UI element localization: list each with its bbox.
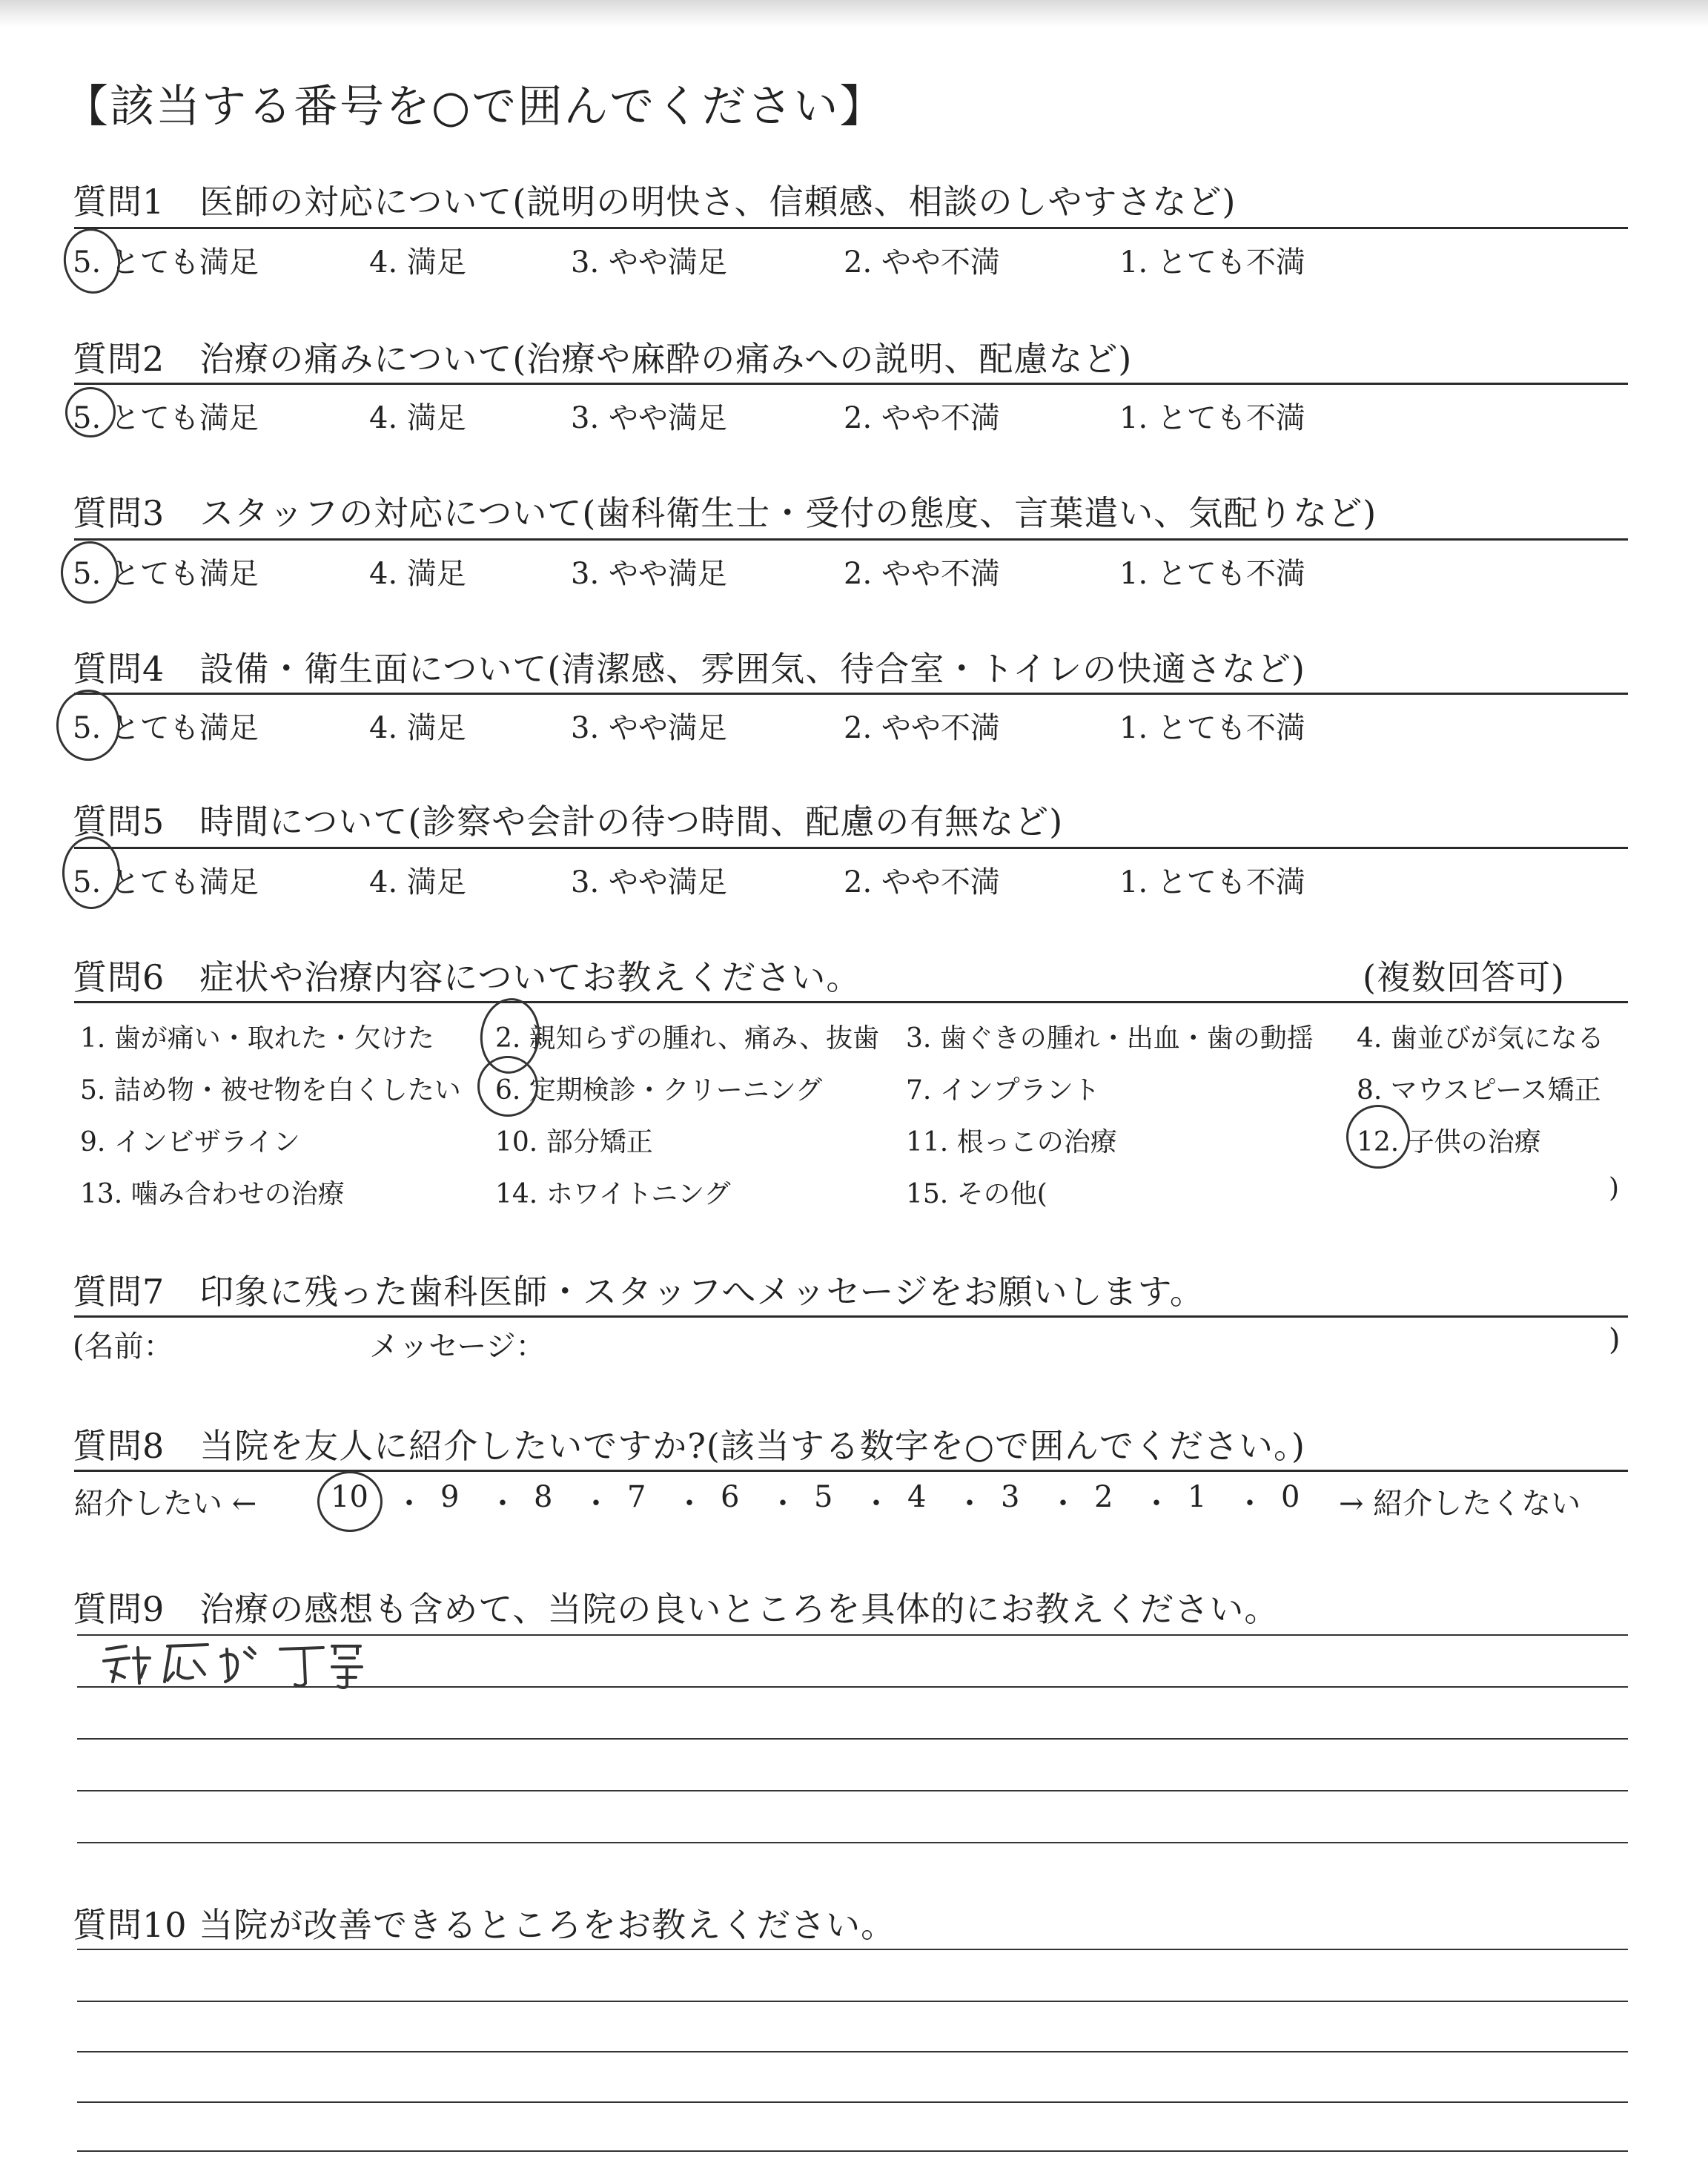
q2-option-5[interactable]: 5. とても満足 (73, 401, 259, 435)
form-instruction-header: 【該当する番号を○で囲んでください】 (64, 81, 886, 133)
q6-item-2[interactable]: 2. 親知らずの腫れ、痛み、抜歯 (495, 1023, 880, 1054)
q9-line-2 (77, 1686, 1628, 1688)
q8-score-0[interactable]: 0 (1281, 1480, 1300, 1514)
q6-item-6[interactable]: 6. 定期検診・クリーニング (495, 1075, 823, 1106)
q6-item-5[interactable]: 5. 詰め物・被せ物を白くしたい (80, 1075, 461, 1106)
q4-title: 質問4 設備・衛生面について(清潔感、雰囲気、待合室・トイレの快適さなど) (73, 649, 1305, 689)
q8-title: 質問8 当院を友人に紹介したいですか?(該当する数字を○で囲んでください。) (73, 1426, 1305, 1466)
q9-line-5 (77, 1842, 1628, 1843)
q10-title: 質問10 当院が改善できるところをお教えください。 (73, 1905, 896, 1945)
q3-option-1[interactable]: 1. とても不満 (1119, 557, 1305, 591)
q3-option-2[interactable]: 2. やや不満 (844, 557, 1000, 591)
q6-title: 質問6 症状や治療内容についてお教えください。 (73, 957, 861, 997)
q6-other-close-paren: ) (1609, 1173, 1620, 1203)
q8-score-8[interactable]: 8 (534, 1480, 553, 1514)
q1-option-3[interactable]: 3. やや満足 (571, 245, 727, 280)
q5-option-4[interactable]: 4. 満足 (369, 865, 466, 899)
q2-option-1[interactable]: 1. とても不満 (1119, 401, 1305, 435)
q2-title: 質問2 治療の痛みについて(治療や麻酔の痛みへの説明、配慮など) (73, 339, 1133, 379)
q1-option-4[interactable]: 4. 満足 (369, 245, 466, 280)
q10-line-5 (77, 2150, 1628, 2152)
q6-item-14[interactable]: 14. ホワイトニング (495, 1179, 731, 1209)
q2-option-2[interactable]: 2. やや不満 (844, 401, 1000, 435)
scan-top-edge (0, 0, 1708, 28)
q4-option-4[interactable]: 4. 満足 (369, 711, 466, 745)
q6-item-11[interactable]: 11. 根っこの治療 (906, 1127, 1117, 1157)
q1-option-2[interactable]: 2. やや不満 (844, 245, 1000, 280)
q5-option-3[interactable]: 3. やや満足 (571, 865, 727, 899)
q8-separator: ・ (1235, 1487, 1265, 1521)
q6-item-7[interactable]: 7. インプラント (906, 1075, 1100, 1106)
q6-item-10[interactable]: 10. 部分矯正 (495, 1127, 653, 1157)
q10-line-1 (77, 1949, 1628, 1950)
q8-separator: ・ (675, 1487, 704, 1521)
q1-option-5[interactable]: 5. とても満足 (73, 245, 259, 280)
q5-option-2[interactable]: 2. やや不満 (844, 865, 1000, 899)
q3-rule (74, 538, 1628, 541)
q8-score-10[interactable]: 10 (331, 1480, 368, 1514)
q2-option-4[interactable]: 4. 満足 (369, 401, 466, 435)
q8-score-2[interactable]: 2 (1094, 1480, 1113, 1514)
q3-title: 質問3 スタッフの対応について(歯科衛生士・受付の態度、言葉遣い、気配りなど) (73, 493, 1377, 533)
q2-rule (74, 383, 1628, 385)
q9-title: 質問9 治療の感想も含めて、当院の良いところを具体的にお教えください。 (73, 1589, 1280, 1629)
q6-item-15[interactable]: 15. その他( (906, 1179, 1047, 1209)
q5-option-5[interactable]: 5. とても満足 (73, 865, 259, 899)
q3-option-3[interactable]: 3. やや満足 (571, 557, 727, 591)
q6-item-3[interactable]: 3. 歯ぐきの腫れ・出血・歯の動揺 (906, 1023, 1314, 1054)
q8-left-label: 紹介したい ← (74, 1487, 257, 1521)
q3-option-5[interactable]: 5. とても満足 (73, 557, 259, 591)
q5-rule (74, 847, 1628, 849)
q5-title: 質問5 時間について(診察や会計の待つ時間、配慮の有無など) (73, 802, 1064, 842)
q4-option-1[interactable]: 1. とても不満 (1119, 711, 1305, 745)
q6-item-13[interactable]: 13. 噛み合わせの治療 (80, 1179, 345, 1209)
q8-separator: ・ (394, 1487, 424, 1521)
q4-option-5[interactable]: 5. とても満足 (73, 711, 259, 745)
q7-rule (74, 1315, 1628, 1318)
q5-option-1[interactable]: 1. とても不満 (1119, 865, 1305, 899)
q9-line-4 (77, 1790, 1628, 1791)
q8-separator: ・ (488, 1487, 517, 1521)
q8-right-label: → 紹介したくない (1339, 1487, 1581, 1521)
q6-rule (74, 1001, 1628, 1003)
q8-score-7[interactable]: 7 (627, 1480, 646, 1514)
q3-option-4[interactable]: 4. 満足 (369, 557, 466, 591)
q10-line-2 (77, 2001, 1628, 2002)
q6-item-1[interactable]: 1. 歯が痛い・取れた・欠けた (80, 1023, 434, 1054)
q8-score-9[interactable]: 9 (440, 1480, 460, 1514)
q7-name-label[interactable]: (名前： (73, 1330, 173, 1364)
q6-multiple-answers-note: (複数回答可) (1363, 957, 1565, 997)
q8-rule (74, 1470, 1628, 1472)
q8-score-3[interactable]: 3 (1001, 1480, 1020, 1514)
q8-score-6[interactable]: 6 (721, 1480, 740, 1514)
q2-option-3[interactable]: 3. やや満足 (571, 401, 727, 435)
q8-separator: ・ (581, 1487, 611, 1521)
q9-line-3 (77, 1738, 1628, 1740)
q8-score-1[interactable]: 1 (1188, 1480, 1207, 1514)
q1-title: 質問1 医師の対応について(説明の明快さ、信頼感、相談のしやすさなど) (73, 182, 1237, 222)
q8-score-5[interactable]: 5 (814, 1480, 833, 1514)
q1-option-1[interactable]: 1. とても不満 (1119, 245, 1305, 280)
q6-item-8[interactable]: 8. マウスピース矯正 (1357, 1075, 1601, 1106)
q1-rule (74, 227, 1628, 229)
q4-option-3[interactable]: 3. やや満足 (571, 711, 727, 745)
q8-separator: ・ (768, 1487, 798, 1521)
q6-item-4[interactable]: 4. 歯並びが気になる (1357, 1023, 1604, 1054)
q4-option-2[interactable]: 2. やや不満 (844, 711, 1000, 745)
q6-item-9[interactable]: 9. インビザライン (80, 1127, 300, 1157)
q6-item-12[interactable]: 12. 子供の治療 (1357, 1127, 1541, 1157)
q8-separator: ・ (1048, 1487, 1078, 1521)
q8-score-4[interactable]: 4 (907, 1480, 927, 1514)
q4-rule (74, 693, 1628, 695)
q7-message-label[interactable]: メッセージ： (369, 1330, 546, 1364)
q7-close-paren: ) (1609, 1323, 1621, 1357)
q8-separator: ・ (955, 1487, 984, 1521)
q8-separator: ・ (861, 1487, 891, 1521)
q8-separator: ・ (1142, 1487, 1171, 1521)
q10-line-4 (77, 2101, 1628, 2103)
q7-title: 質問7 印象に残った歯科医師・スタッフへメッセージをお願いします。 (73, 1272, 1205, 1312)
q10-line-3 (77, 2051, 1628, 2052)
